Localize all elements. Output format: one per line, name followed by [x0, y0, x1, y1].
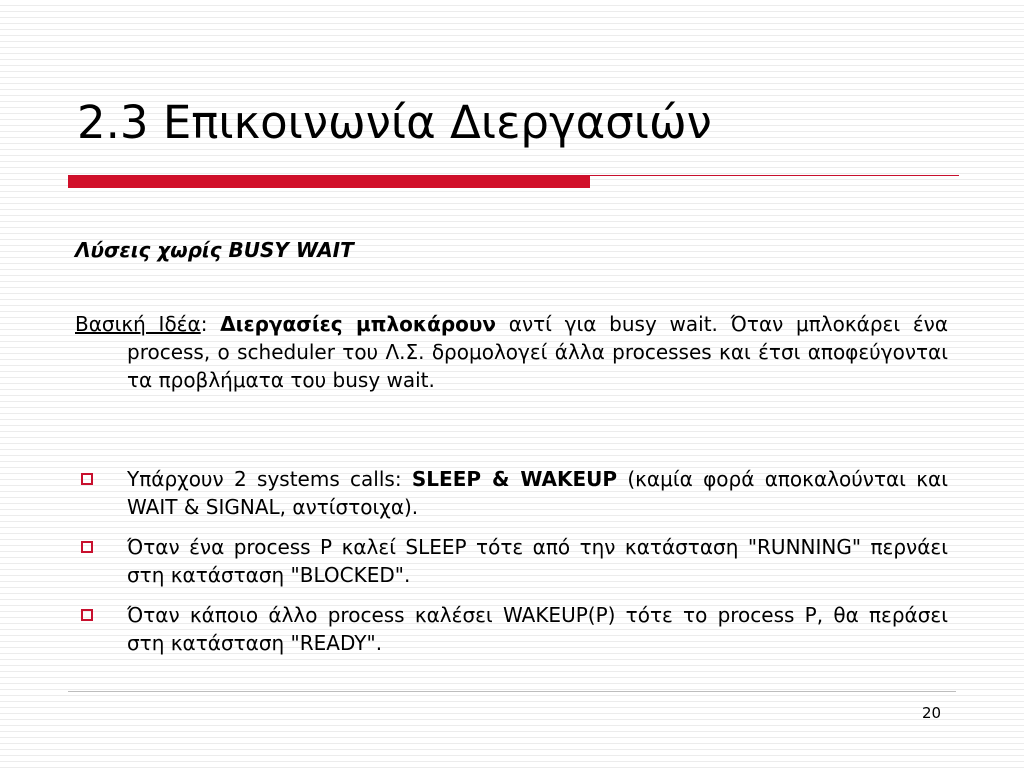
intro-colon: :	[200, 312, 221, 336]
bullet-text-after: (καμία φορά αποκαλούνται και WAIT & SIGNAL, αντίστοιχα).	[127, 467, 949, 519]
intro-label: Βασική Ιδέα	[75, 312, 201, 336]
bullet-text-before: Υπάρχουν 2 systems calls:	[127, 467, 412, 491]
hollow-square-bullet-icon	[81, 473, 93, 485]
intro-bold-phrase: Διεργασίες μπλοκάρουν	[220, 312, 497, 336]
title-divider-accent	[68, 176, 590, 188]
intro-paragraph	[75, 310, 948, 394]
bullet-text-before: Όταν κάποιο άλλο process καλέσει WAKEUP(P) τότε το process P, θα περάσει στη κατάσταση "READY".	[127, 603, 948, 655]
hollow-square-bullet-icon	[81, 541, 93, 553]
list-item	[75, 601, 948, 657]
bullet-bold-text: SLEEP & WAKEUP	[411, 467, 618, 491]
list-item	[75, 465, 948, 521]
slide-title: 2.3 Επικοινωνία Διεργασιών	[77, 96, 712, 149]
hollow-square-bullet-icon	[81, 609, 93, 621]
footer-divider	[68, 691, 956, 692]
intro-text: αντί για busy wait. Όταν μπλοκάρει ένα process, ο scheduler του Λ.Σ. δρομολογεί άλλα processes και έτσι αποφεύγονται τα προβλήματα του busy wait.	[127, 312, 949, 392]
bullet-text-before: Όταν ένα process P καλεί SLEEP τότε από την κατάσταση "RUNNING" περνάει στη κατάσταση "BLOCKED".	[127, 535, 948, 587]
page-number: 20	[922, 704, 942, 722]
list-item	[75, 533, 948, 589]
section-subtitle: Λύσεις χωρίς BUSY WAIT	[75, 238, 354, 262]
bullet-list	[75, 465, 948, 669]
